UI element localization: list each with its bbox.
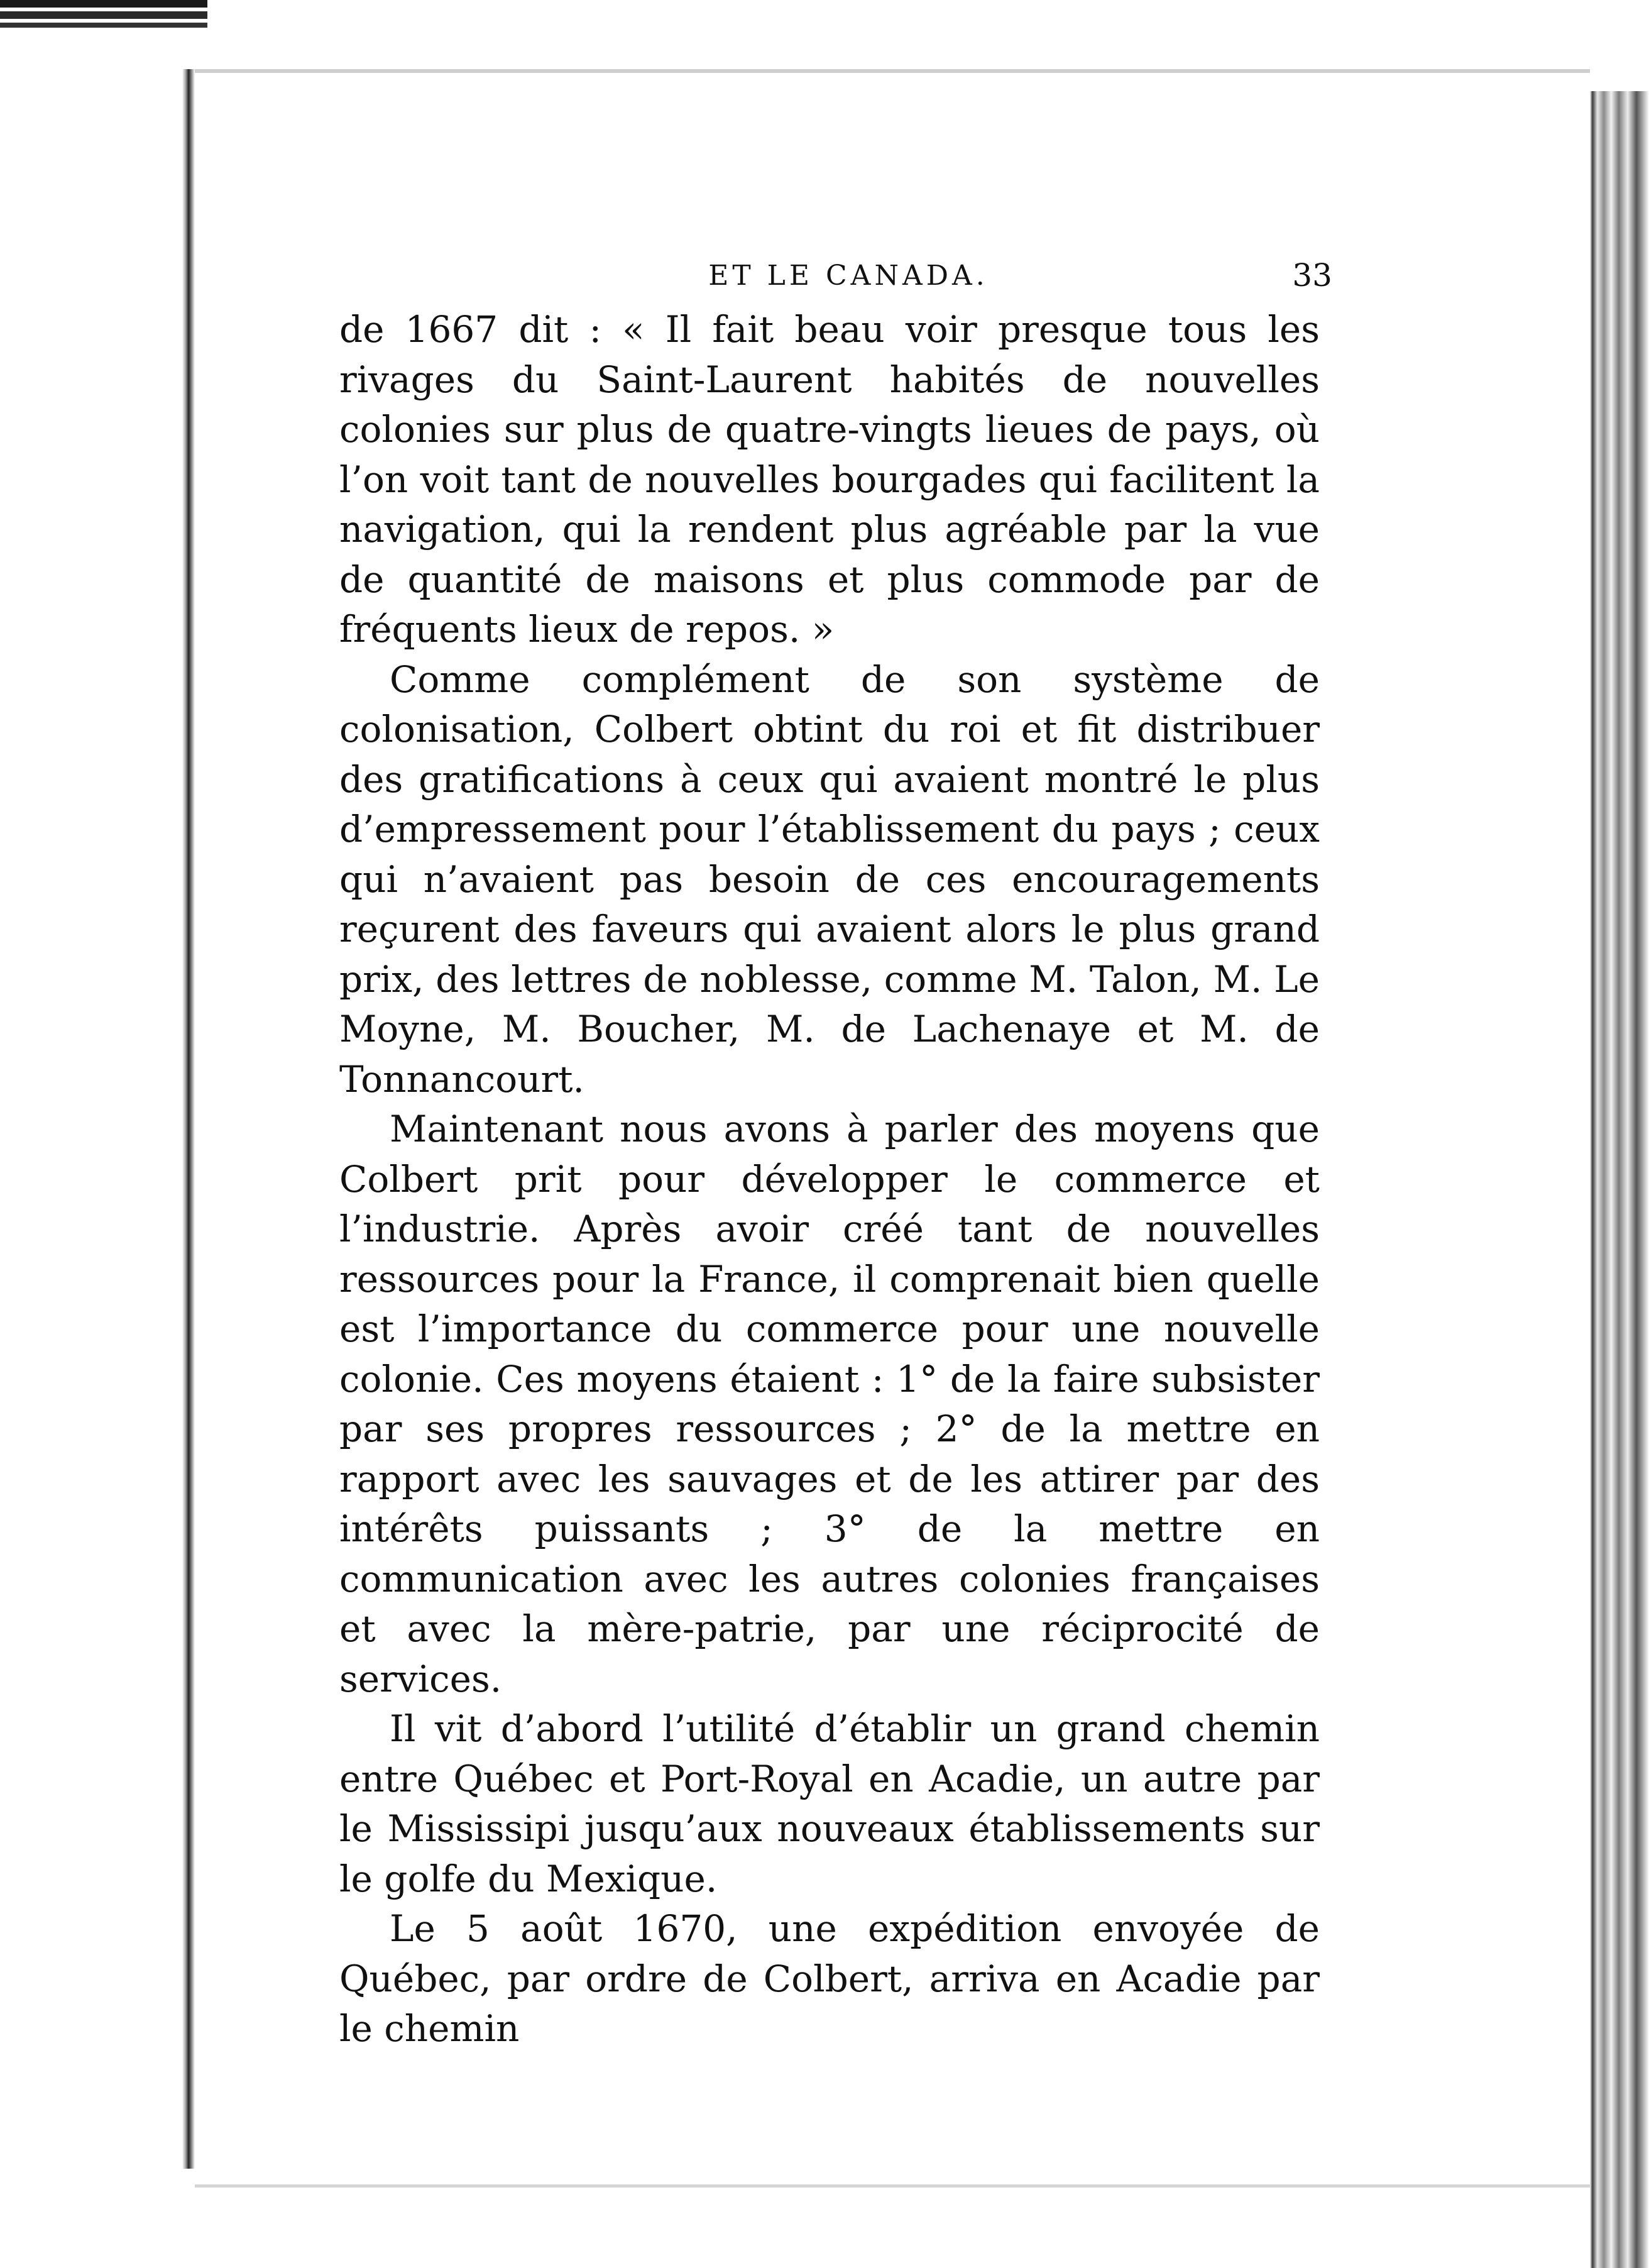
paragraph-1: de 1667 dit : « Il fait beau voir presque tous les rivages du Saint-Laurent habités de nouvelles colonies sur plus de quatre-vingts lieues de pays, où l’on voit tant de nouvelles bourgades qui facilitent la navigation, qui la rendent plus agréable par la vue de quantité de maisons et plus commode par de fréquents lieux de repos. »: [339, 308, 1320, 651]
running-head: [339, 248, 1332, 305]
page-gutter-fold: [182, 69, 195, 2169]
paragraph-2: Comme complément de son système de colonisation, Colbert obtint du roi et fit distribuer des gratifications à ceux qui avaient montré le plus d’empressement pour l’établissement du pays ; ceux qui n’avaient pas besoin de ces encouragements reçurent des faveurs qui avaient alors le plus grand prix, des lettres de noblesse, comme M. Talon, M. Le Moyne, M. Boucher, M. de Lachenaye et M. de Tonnancourt.: [339, 658, 1320, 1101]
page-bottom-border: [195, 2184, 1590, 2188]
paragraph-4: Il vit d’abord l’utilité d’établir un grand chemin entre Québec et Port-Royal en Acadie, un autre par le Mississipi jusqu’aux nouveaux établissements sur le golfe du Mexique.: [339, 1707, 1320, 1900]
book-right-edge: [1590, 91, 1649, 2268]
paragraph-3: Maintenant nous avons à parler des moyens que Colbert prit pour développer le commerce et l’industrie. Après avoir créé tant de nouvelles ressources pour la France, il comprenait bien quelle est l’importance du commerce pour une nouvelle colonie. Ces moyens étaient : 1° de la faire subsister par ses propres ressources ; 2° de la mettre en rapport avec les sauvages et de les attirer par des intérêts puissants ; 3° de la mettre en communication avec les autres colonies françaises et avec la mère-patrie, par une réciprocité de services.: [339, 1108, 1320, 1700]
running-head-title: ET LE CANADA.: [708, 260, 989, 292]
body-text: [339, 305, 1320, 2054]
book-page: [339, 248, 1332, 2050]
book-top-edge: [0, 0, 207, 69]
paragraph-5: Le 5 août 1670, une expédition envoyée de Québec, par ordre de Colbert, arriva en Acadie par le chemin: [339, 1907, 1320, 2050]
page-number: 33: [1292, 257, 1332, 294]
page-top-border: [195, 69, 1590, 73]
